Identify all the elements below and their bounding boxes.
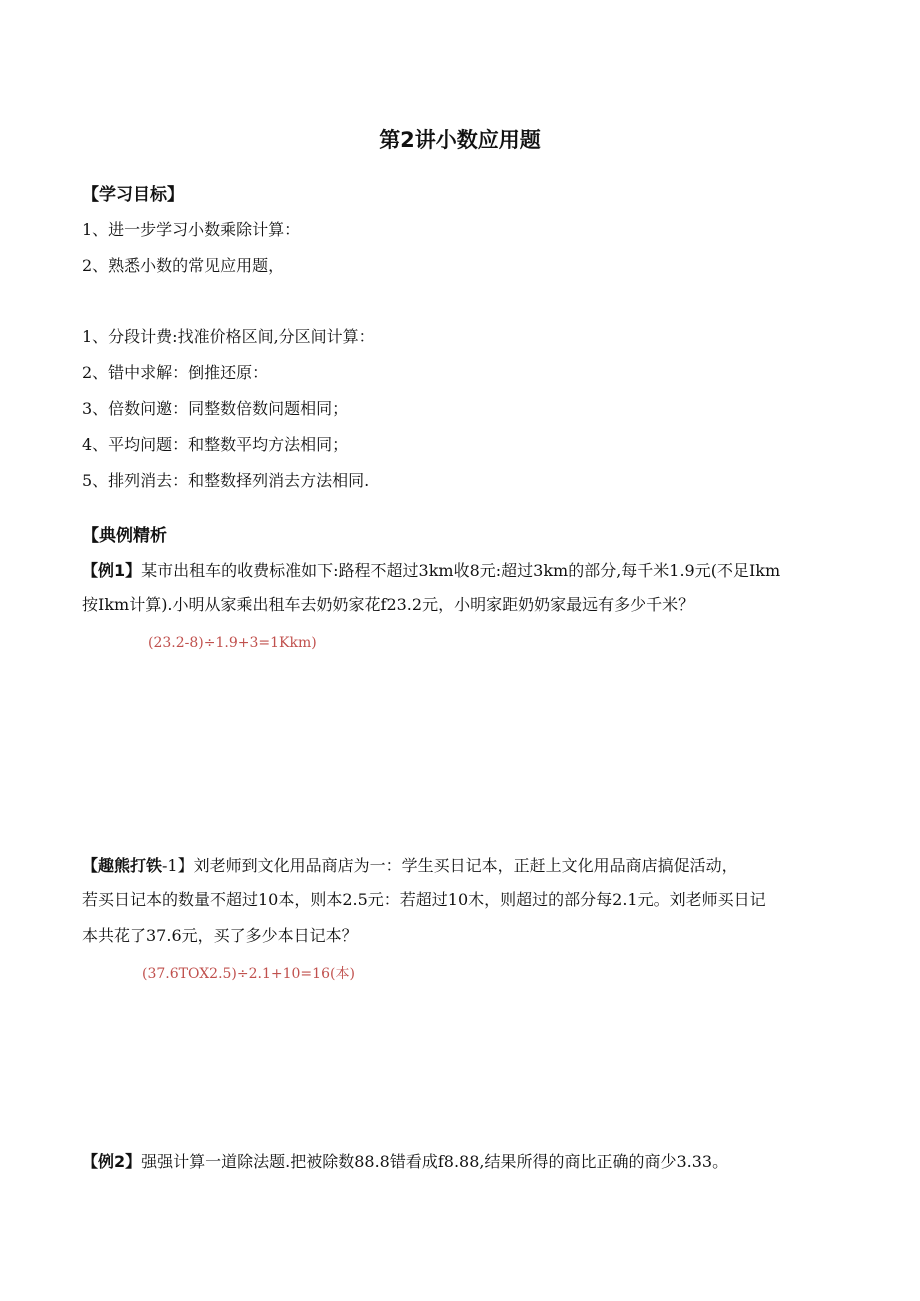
objective-item-2: 2、熟悉小数的常见应用题， <box>82 256 285 275</box>
page-title: 第2讲小数应用题 <box>379 128 541 152</box>
practice1-line1 <box>82 855 862 877</box>
practice1-line3: 本共花了37.6元，买了多少本日记本？ <box>82 926 358 945</box>
practice1-label-suffix: -1】 <box>162 856 194 875</box>
example1-label: 【例1】 <box>82 561 142 580</box>
practice1-text1: 刘老师到文化用品商店为一：学生买日记本，正赶上文化用品商店搞促活动， <box>193 856 738 875</box>
method-item-3: 3、倍数问邀：同整数倍数问题相同； <box>82 399 349 418</box>
example2-text1: 强强计算一道除法题.把被除数88.8错看成f8.88,结果所得的商比正确的商少3.33。 <box>141 1152 729 1171</box>
method-item-2: 2、错中求解：倒推还原： <box>82 363 269 382</box>
objective-item-1: 1、进一步学习小数乘除计算： <box>82 220 301 239</box>
method-item-1: 1、分段计费:找准价格区间,分区间计算： <box>82 327 375 346</box>
example1-line1 <box>82 560 862 582</box>
objectives-heading: 【学习目标】 <box>82 185 184 205</box>
example1-text1: 某市出租车的收费标准如下:路程不超过3km收8元:超过3km的部分,每千米1.9元(不足Ikm <box>141 561 781 580</box>
method-item-5: 5、排列消去：和整数择列消去方法相同. <box>82 471 370 490</box>
example2-label: 【例2】 <box>82 1152 142 1171</box>
method-item-4: 4、平均问题：和整数平均方法相同； <box>82 435 349 454</box>
practice1-label: 【趣熊打铁 <box>82 856 163 875</box>
example2-line1 <box>82 1151 862 1173</box>
examples-heading: 【典例精析 <box>82 526 167 546</box>
example1-line2: 按Ikm计算).小明从家乘出租车去奶奶家花f23.2元，小明家距奶奶家最远有多少千米？ <box>82 595 695 614</box>
practice1-line2: 若买日记本的数量不超过10本，则本2.5元：若超过10木，则超过的部分每2.1元。刘老师买日记 <box>82 890 766 909</box>
practice1-answer: (37.6TOX2.5)÷2.1+10=16(本) <box>142 966 355 982</box>
example1-answer: (23.2-8)÷1.9+3=1Kkm) <box>148 635 317 651</box>
